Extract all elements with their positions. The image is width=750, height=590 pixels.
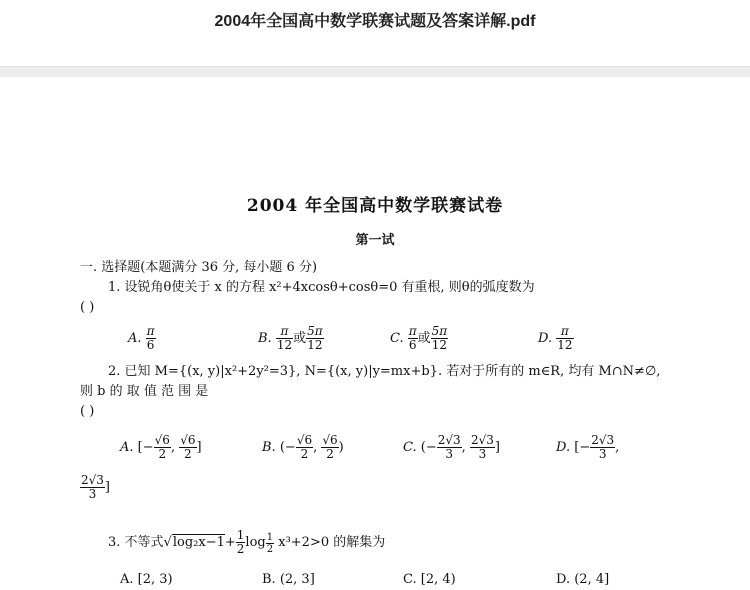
q2-option-d: D. [− $\frac{2√3}{3}$ , bbox=[556, 433, 620, 461]
exam-subtitle: 第一试 bbox=[355, 233, 395, 248]
question-2-cont: 则 b 的 取 值 范 围 是 bbox=[80, 384, 209, 399]
q3-option-c: C. [2, 4) bbox=[403, 572, 456, 587]
exam-title: 2004 年全国高中数学联赛试卷 bbox=[246, 196, 504, 216]
q2-option-a: A. [− $\frac{√6}{2}$ , $\frac{√6}{2}$ ] bbox=[120, 433, 202, 461]
q3-option-a: A. [2, 3) bbox=[120, 572, 173, 587]
question-3: 3. 不等式√log₂x−1+ $\frac{1}{2}$ log $\frac{1}{2}$ x³+2>0 的解集为 bbox=[108, 528, 386, 556]
q1-option-a: A. $\frac{\pi}{6}$ bbox=[128, 324, 155, 352]
question-1-paren: ( ) bbox=[80, 300, 95, 315]
question-2-paren: ( ) bbox=[80, 404, 95, 419]
q2-option-b: B. (− $\frac{√6}{2}$ , $\frac{√6}{2}$ ) bbox=[262, 433, 344, 461]
q2-option-c: C. (− $\frac{2√3}{3}$ , $\frac{2√3}{3}$ ] bbox=[403, 433, 500, 461]
document-title: 2004年全国高中数学联赛试题及答案详解.pdf bbox=[214, 13, 536, 30]
question-1-text: 1. 设锐角θ使关于 x 的方程 x²+4xcosθ+cosθ=0 有重根, 则θ的弧度数为 bbox=[108, 280, 535, 295]
pdf-page bbox=[0, 77, 750, 590]
section-heading: 一. 选择题(本题满分 36 分, 每小题 6 分) bbox=[80, 260, 318, 275]
question-2-text: 2. 已知 M={(x, y)|x²+2y²=3}, N={(x, y)|y=mx+b}. 若对于所有的 m∈R, 均有 M∩N≠∅, bbox=[108, 364, 661, 379]
q1-option-d: D. $\frac{\pi}{12}$ bbox=[538, 324, 573, 352]
q1-option-b: B. $\frac{\pi}{12}$ 或 $\frac{5\pi}{12}$ bbox=[258, 324, 323, 352]
q3-option-b: B. (2, 3] bbox=[262, 572, 315, 587]
q2-option-d-cont: $\frac{2√3}{3}$ ] bbox=[81, 473, 110, 501]
q1-option-c: C. $\frac{\pi}{6}$ 或 $\frac{5\pi}{12}$ bbox=[390, 324, 448, 352]
viewer-toolbar bbox=[0, 0, 750, 66]
q3-option-d: D. (2, 4] bbox=[556, 572, 610, 587]
